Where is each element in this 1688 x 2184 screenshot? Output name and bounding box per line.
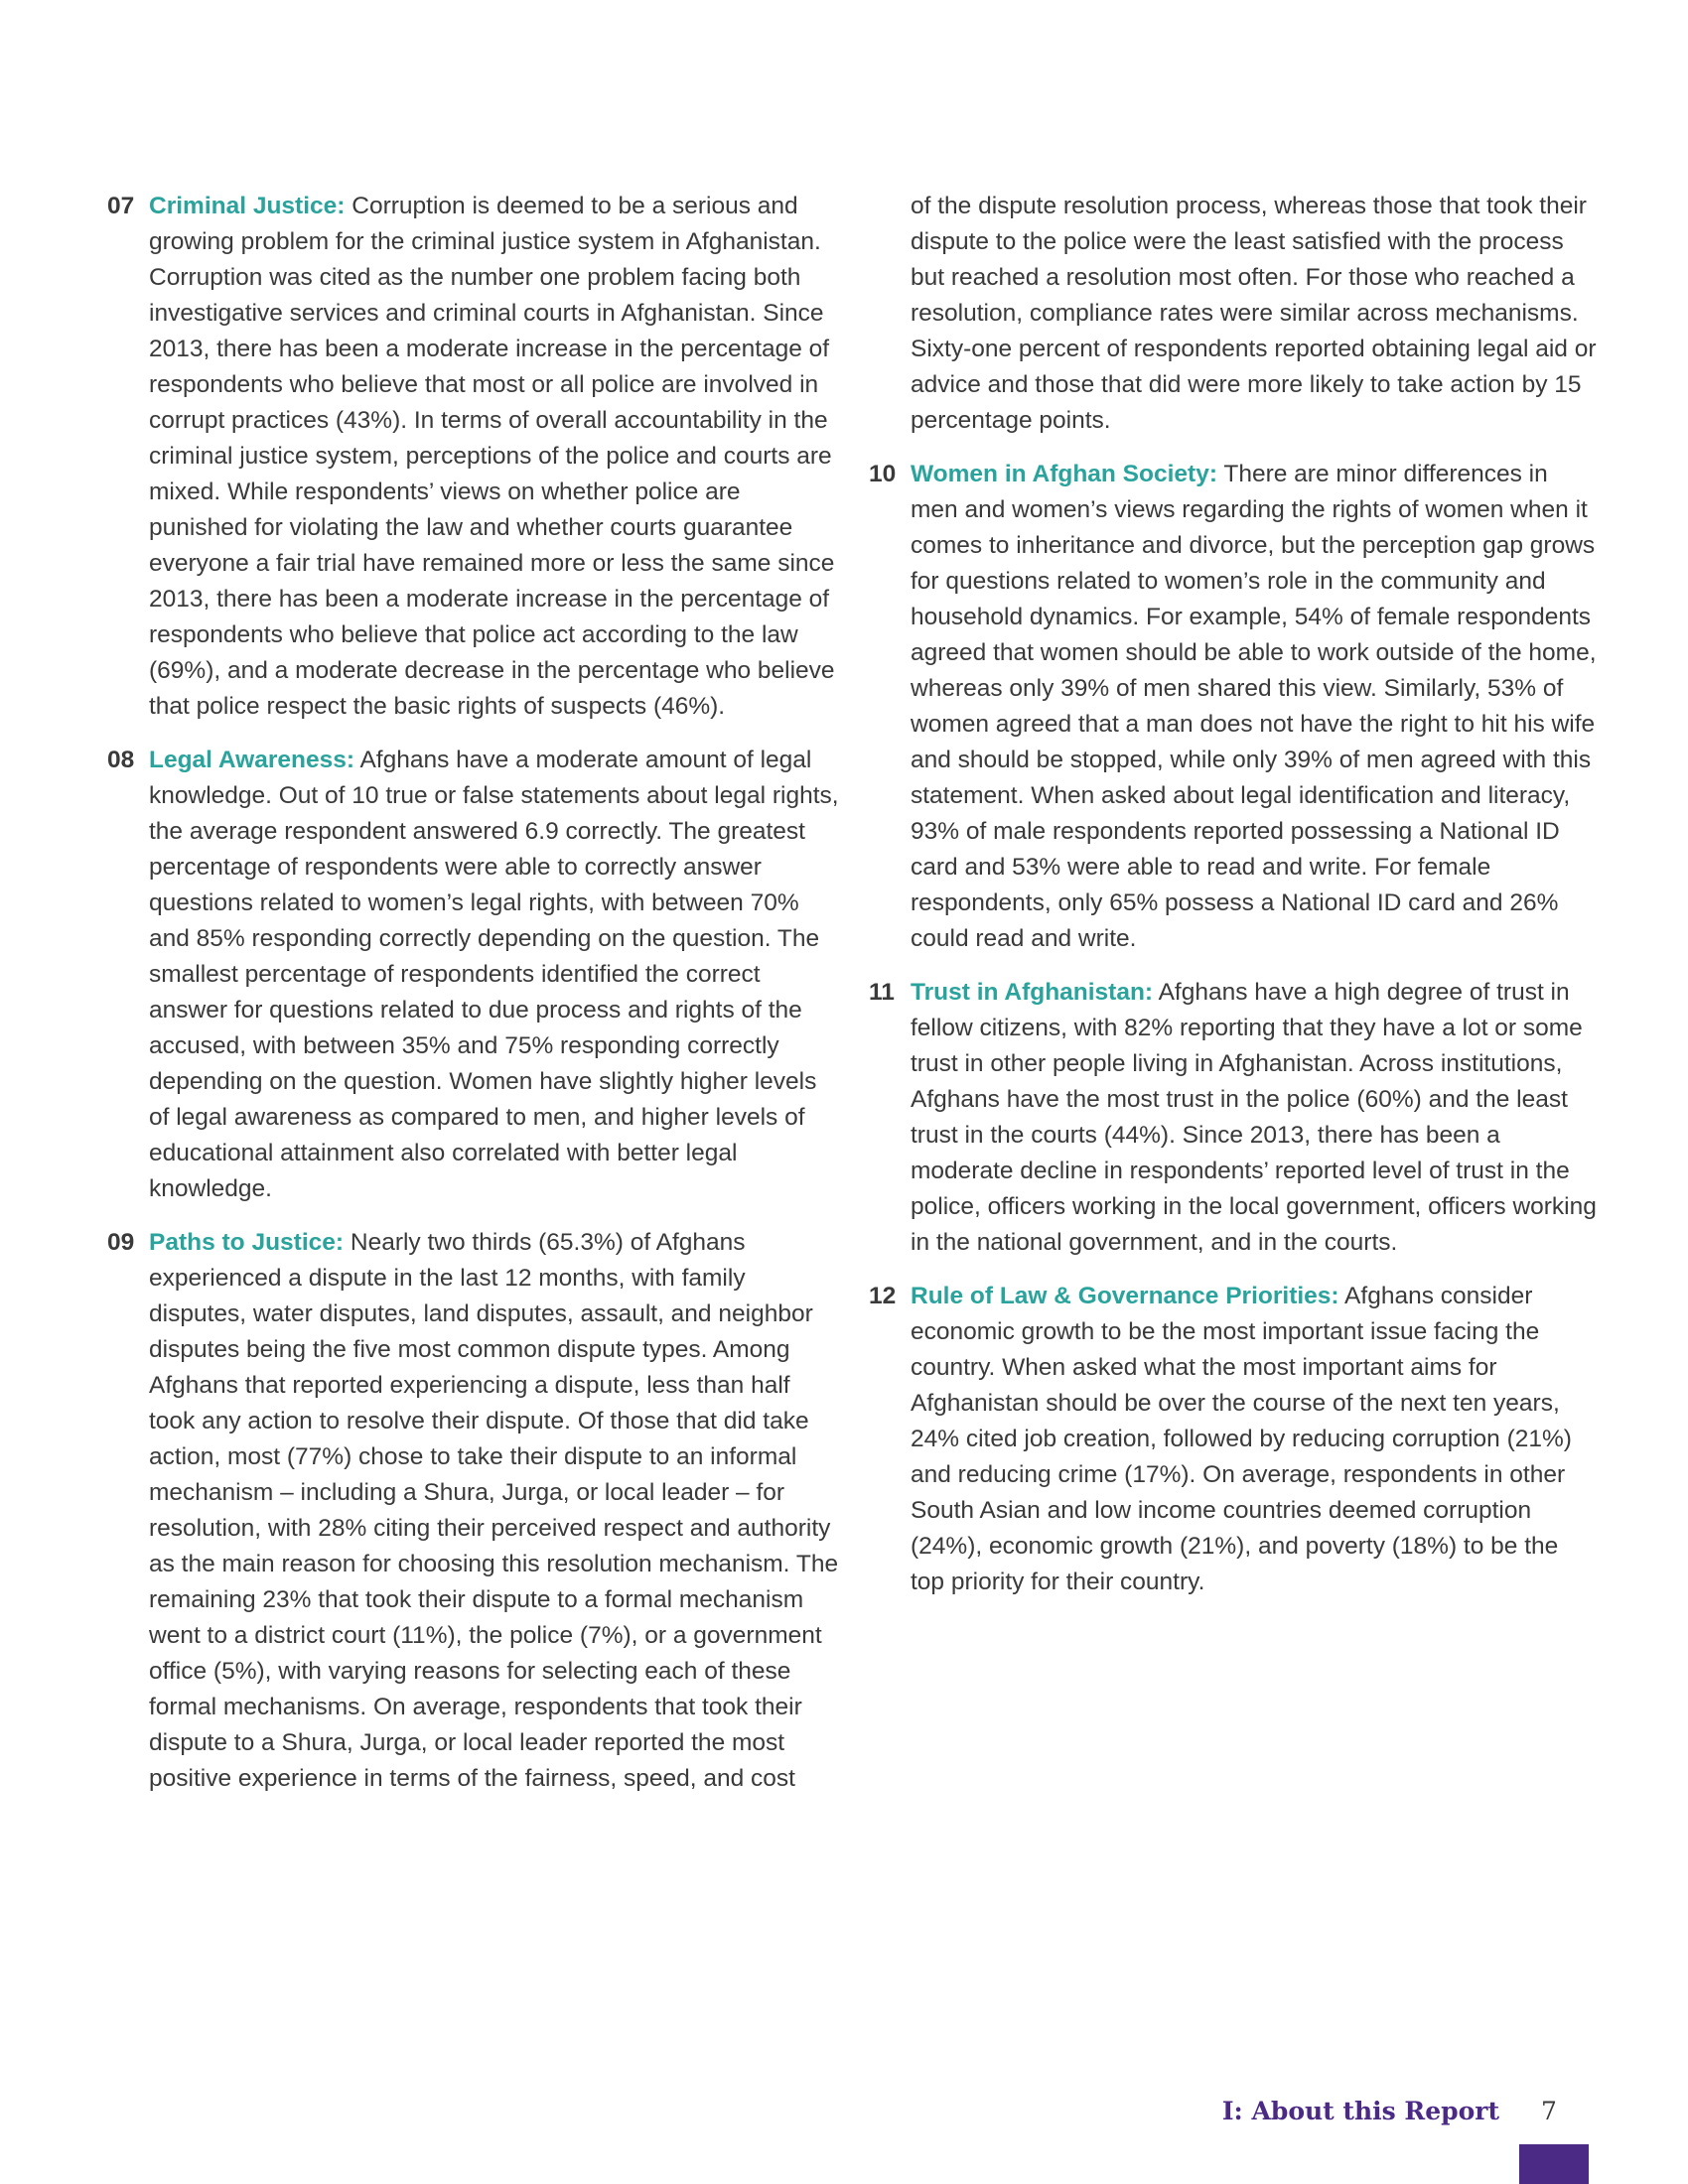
item-number: 09	[107, 1229, 135, 1256]
item-paragraph	[149, 1225, 840, 1797]
item-paragraph	[149, 189, 840, 725]
item-text: Afghans consider economic growth to be the most important issue facing the country. When asked what the most important aims for Afghanistan should be over the course of the next ten years, 24% cited job creation, followed by reducing corruption (21%) and reducing crime (17%). On average, respondents in other South Asian and low income countries deemed corruption (24%), economic growth (21%), and poverty (18%) to be the top priority for their country.	[911, 1283, 1572, 1595]
item-number: 11	[869, 979, 895, 1006]
item-paragraph	[911, 1279, 1599, 1600]
findings-item-12	[869, 1279, 1599, 1600]
findings-item-08	[107, 743, 840, 1207]
item-number: 08	[107, 747, 135, 773]
item-number: 12	[869, 1283, 897, 1309]
item-text: Corruption is deemed to be a serious and growing problem for the criminal justice system in Afghanistan. Corruption was cited as the number one problem facing both investigative services and criminal courts in Afghanistan. Since 2013, there has been a moderate increase in the percentage of respondents who believe that most or all police are involved in corrupt practices (43%). In terms of overall accountability in the criminal justice system, perceptions of the police and courts are mixed. While respondents’ views on whether police are punished for violating the law and whether courts guarantee everyone a fair trial have remained more or less the same since 2013, there has been a moderate increase in the percentage of respondents who believe that police act according to the law (69%), and a moderate decrease in the percentage who believe that police respect the basic rights of suspects (46%).	[149, 193, 835, 720]
left-column	[107, 189, 840, 1815]
item-heading: Criminal Justice:	[149, 193, 346, 219]
findings-item-07	[107, 189, 840, 725]
footer-color-tab	[1519, 2144, 1589, 2184]
item-text: Nearly two thirds (65.3%) of Afghans experienced a dispute in the last 12 months, with family disputes, water disputes, land disputes, assault, and neighbor disputes being the five most common dispute types. Among Afghans that reported experiencing a dispute, less than half took any action to resolve their dispute. Of those that did take action, most (77%) chose to take their dispute to an informal mechanism – including a Shura, Jurga, or local leader – for resolution, with 28% citing their perceived respect and authority as the main reason for choosing this resolution mechanism. The remaining 23% that took their dispute to a formal mechanism went to a district court (11%), the police (7%), or a government office (5%), with varying reasons for selecting each of these formal mechanisms. On average, respondents that took their dispute to a Shura, Jurga, or local leader reported the most positive experience in terms of the fairness, speed, and cost	[149, 1229, 839, 1792]
item-heading: Legal Awareness:	[149, 747, 354, 773]
item-text: There are minor differences in men and women’s views regarding the rights of women when it comes to inheritance and divorce, but the perception gap grows for questions related to women’s role in the community and household dynamics. For example, 54% of female respondents agreed that women should be able to work outside of the home, whereas only 39% of men shared this view. Similarly, 53% of women agreed that a man does not have the right to hit his wife and should be stopped, while only 39% of men agreed with this statement. When asked about legal identification and literacy, 93% of male respondents reported possessing a National ID card and 53% were able to read and write. For female respondents, only 65% possess a National ID card and 26% could read and write.	[911, 461, 1597, 952]
item-text: Afghans have a high degree of trust in fellow citizens, with 82% reporting that they have a lot or some trust in other people living in Afghanistan. Across institutions, Afghans have the most trust in the police (60%) and the least trust in the courts (44%). Since 2013, there has been a moderate decline in respondents’ reported level of trust in the police, officers working in the local government, officers working in the national government, and in the courts.	[911, 979, 1597, 1256]
item-text: Afghans have a moderate amount of legal knowledge. Out of 10 true or false statements about legal rights, the average respondent answered 6.9 correctly. The greatest percentage of respondents were able to correctly answer questions related to women’s legal rights, with between 70% and 85% responding correctly depending on the question. The smallest percentage of respondents identified the correct answer for questions related to due process and rights of the accused, with between 35% and 75% responding correctly depending on the question. Women have slightly higher levels of legal awareness as compared to men, and higher levels of educational attainment also correlated with better legal knowledge.	[149, 747, 839, 1202]
item-paragraph	[911, 457, 1599, 957]
right-column	[869, 189, 1599, 1618]
item-heading: Rule of Law & Governance Priorities:	[911, 1283, 1339, 1309]
page-number: 7	[1541, 2097, 1557, 2125]
item-heading: Paths to Justice:	[149, 1229, 345, 1256]
findings-item-10	[869, 457, 1599, 957]
item-number: 10	[869, 461, 897, 487]
continued-paragraph	[869, 189, 1599, 439]
item-heading: Women in Afghan Society:	[911, 461, 1217, 487]
findings-item-11	[869, 975, 1599, 1261]
footer-section-title: I: About this Report	[1221, 2097, 1499, 2125]
item-paragraph	[911, 975, 1599, 1261]
item-number: 07	[107, 193, 135, 219]
item-paragraph	[149, 743, 840, 1207]
continued-text: of the dispute resolution process, whereas those that took their dispute to the police were the least satisfied with the process but reached a resolution most often. For those who reached a resolution, compliance rates were similar across mechanisms. Sixty-one percent of respondents reported obtaining legal aid or advice and those that did were more likely to take action by 15 percentage points.	[911, 193, 1597, 434]
findings-item-09	[107, 1225, 840, 1797]
item-heading: Trust in Afghanistan:	[911, 979, 1154, 1006]
